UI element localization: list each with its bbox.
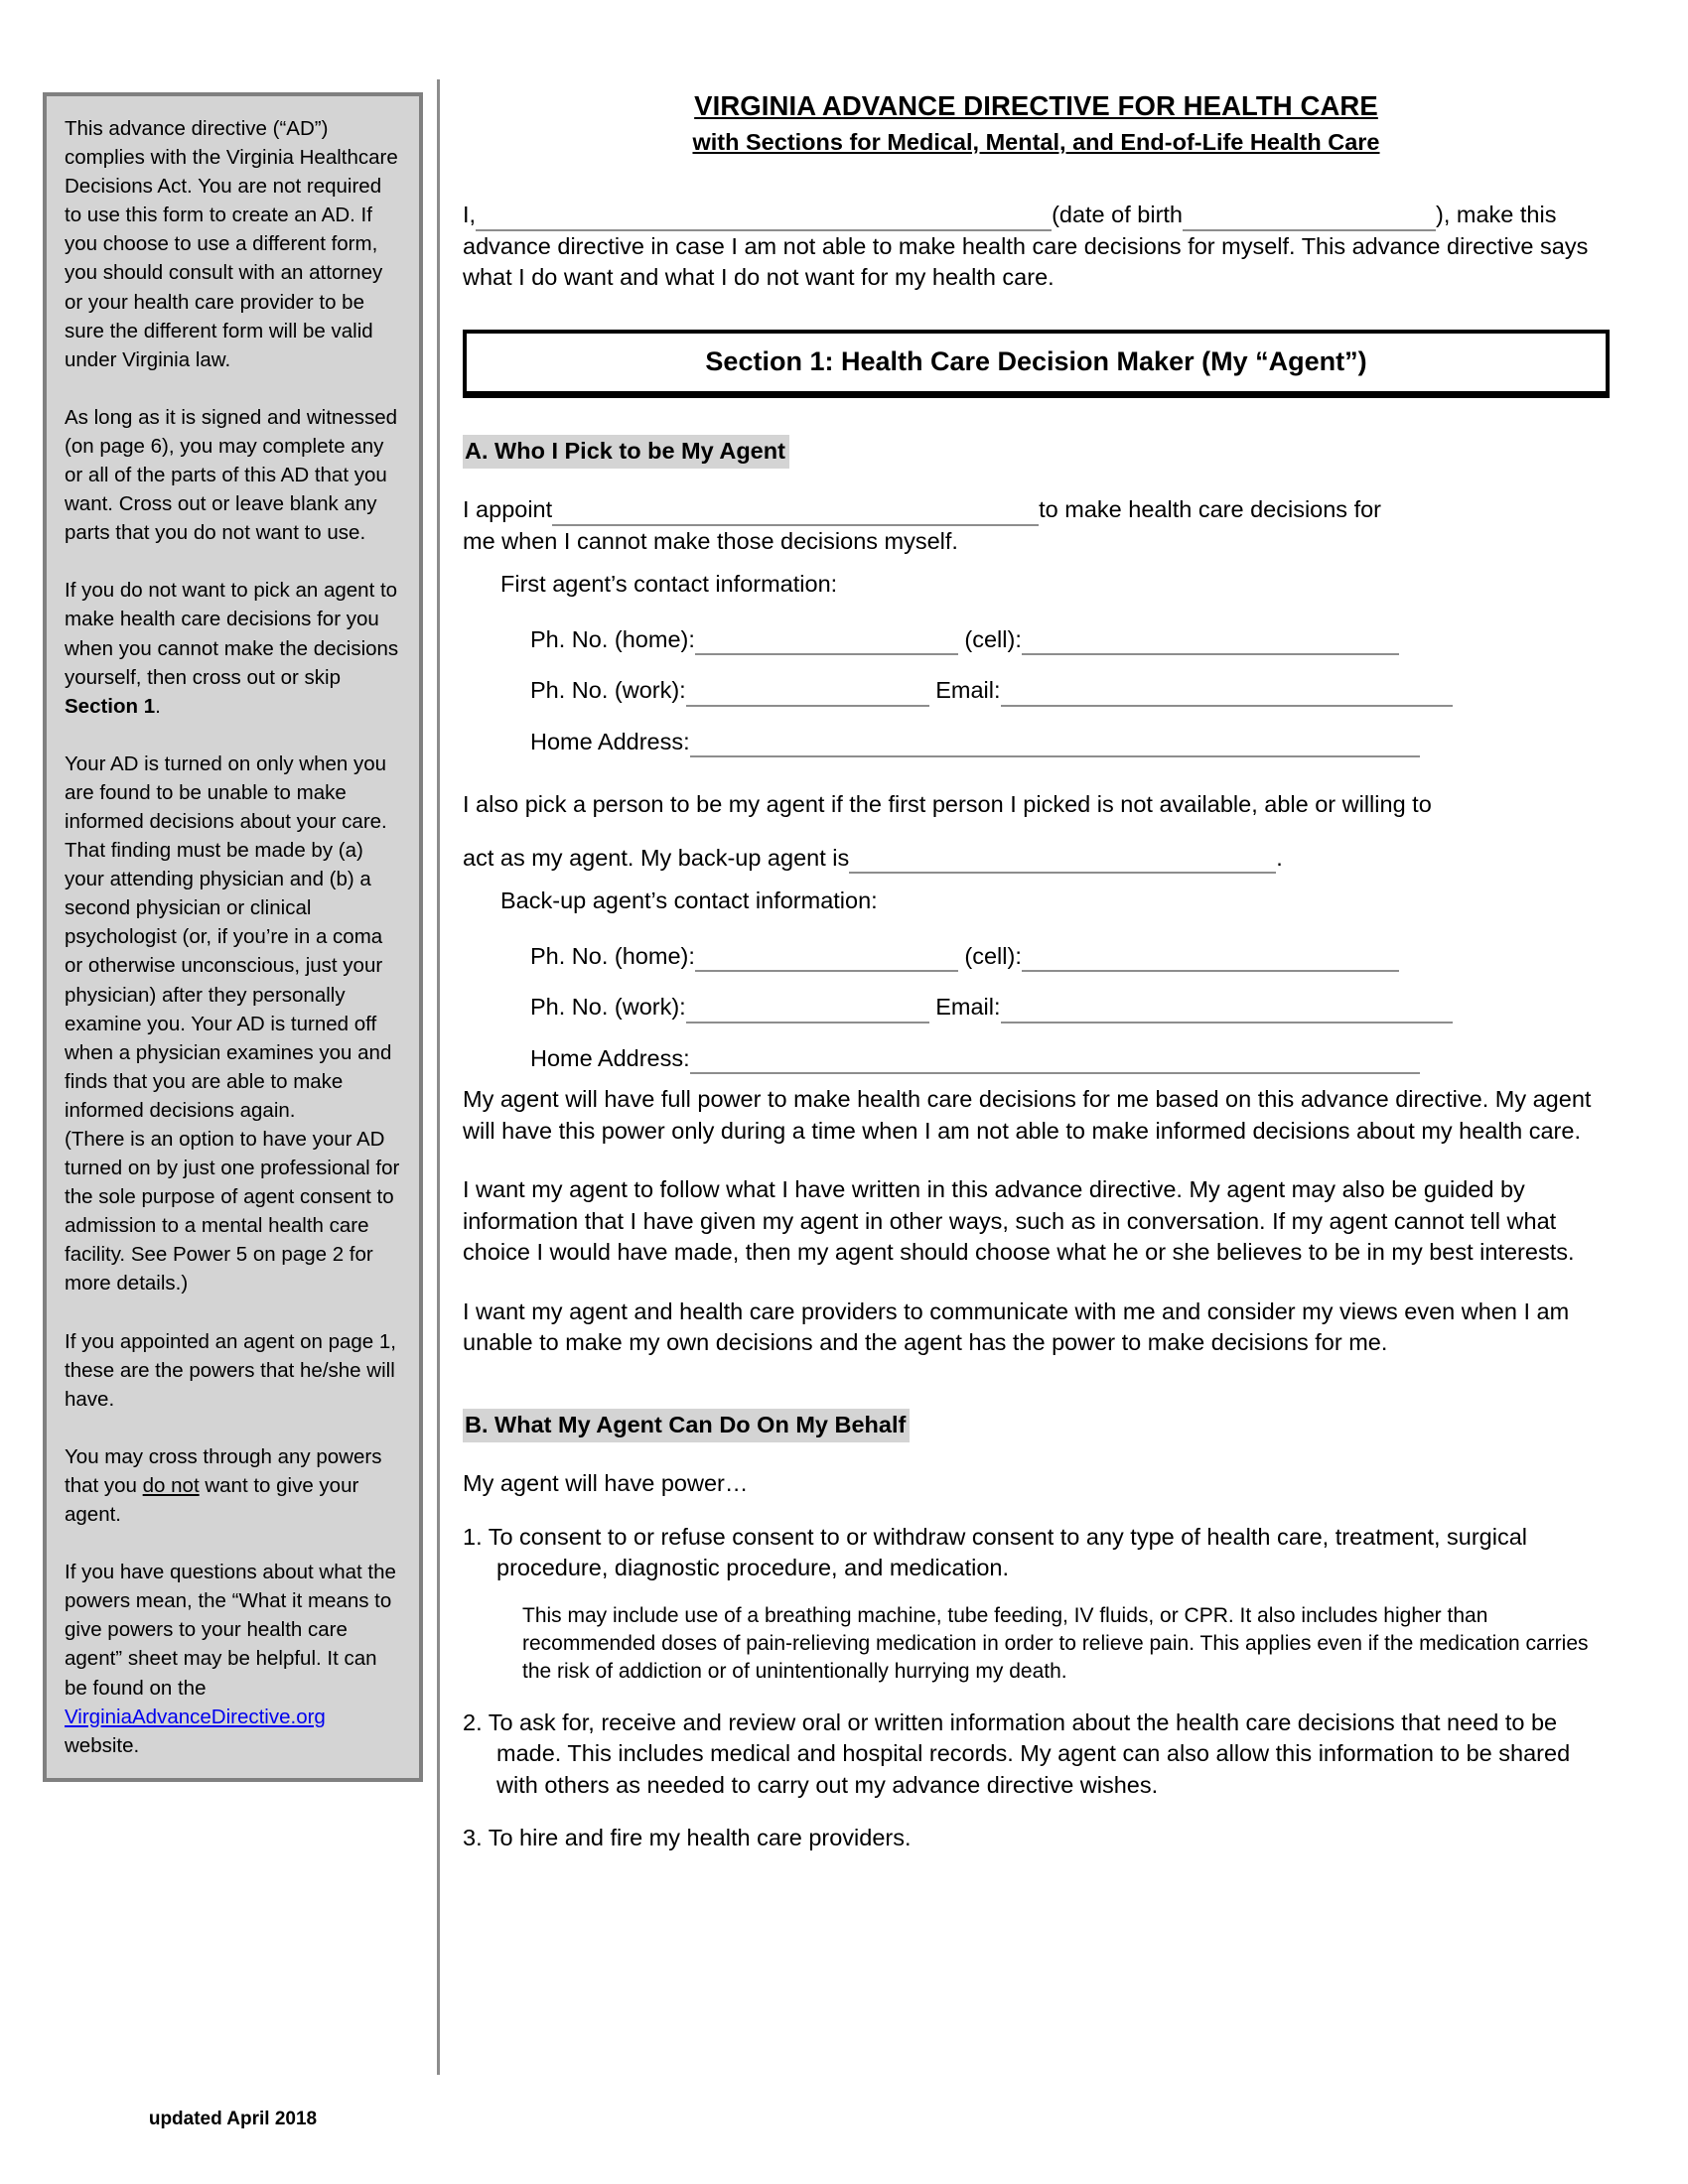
backup-agent-contact-label bbox=[500, 886, 1610, 917]
cell-phone-label: (cell): bbox=[964, 942, 1022, 969]
backup-agent-address-row bbox=[530, 1043, 1610, 1075]
backup-agent-cell-phone-blank[interactable] bbox=[1022, 945, 1399, 972]
home-address-label: Home Address: bbox=[530, 1044, 690, 1071]
agent-follow-wishes-paragraph: I want my agent to follow what I have written in this advance directive. My agent may also be guided by information that I have given my agent in other ways, such as in conversation. If my agent cannot tell what choice I would have made, then my agent should choose what he or she believes to be in my best interests. bbox=[463, 1176, 1575, 1265]
sidebar-cross-prefix: You may cross through any powers that you bbox=[65, 1444, 382, 1497]
part-b-lead: My agent will have power… bbox=[463, 1470, 749, 1496]
date-of-birth-blank[interactable] bbox=[1183, 205, 1436, 231]
sidebar-questions-prefix: If you have questions about what the powers mean, the “What it means to give powers to your health care agent” sheet may be helpful. It can be found on the bbox=[65, 1561, 396, 1700]
email-label: Email: bbox=[935, 994, 1001, 1020]
power-item-1-note: This may include use of a breathing machine, tube feeding, IV fluids, or CPR. It also includes higher than recommended doses of pain-relieving medication in order to relieve pain. This applies even if the medication carries the risk of addiction or of unintentionally hurrying my death. bbox=[522, 1603, 1589, 1683]
intro-body-text: this advance directive in case I am not able to make health care decisions for myself. This advance directive says what I do want and what I do not want for my health care. bbox=[463, 202, 1589, 290]
intro-paragraph bbox=[463, 200, 1610, 294]
document-subtitle-text: with Sections for Medical, Mental, and End-of-Life Health Care bbox=[692, 129, 1380, 155]
sidebar-paragraph-compliance: This advance directive (“AD”) complies with the Virginia Healthcare Decisions Act. You are not required to use this form to create an AD. If you choose to use a different form, you should consult with an attorney or your health care provider to be sure the different form will be valid under Virginia law. bbox=[65, 117, 398, 371]
appoint-prefix: I appoint bbox=[463, 496, 553, 522]
backup-agent-home-address-blank[interactable] bbox=[690, 1047, 1420, 1074]
backup-agent-line2-prefix: act as my agent. My back-up agent is bbox=[463, 844, 850, 871]
appoint-suffix: to make health care decisions for bbox=[1039, 496, 1382, 522]
first-agent-contact-label-text: First agent’s contact information: bbox=[500, 571, 838, 597]
part-b-heading-wrap bbox=[463, 1409, 1610, 1443]
sidebar-paragraph-skip-section1 bbox=[65, 576, 403, 720]
appoint-agent-paragraph bbox=[463, 494, 1610, 557]
appoint-line2: me when I cannot make those decisions myself. bbox=[463, 527, 958, 554]
virginia-advance-directive-link[interactable]: VirginiaAdvanceDirective.org bbox=[65, 1705, 326, 1728]
power-list-item-2: 2. To ask for, receive and review oral or written information about the health care decisions that need to be made. This includes medical and hospital records. My agent can also allow this information to be shared with others as needed to carry out my advance directive wishes. bbox=[463, 1708, 1571, 1798]
home-phone-label: Ph. No. (home): bbox=[530, 625, 695, 652]
work-phone-label: Ph. No. (work): bbox=[530, 994, 686, 1020]
backup-agent-work-phone-blank[interactable] bbox=[686, 997, 929, 1024]
sidebar-cross-suffix: want to give your agent. bbox=[65, 1473, 359, 1527]
first-agent-work-phone-row bbox=[530, 675, 1610, 707]
first-agent-home-address-blank[interactable] bbox=[690, 731, 1420, 757]
backup-agent-contact-label-text: Back-up agent’s contact information: bbox=[500, 887, 878, 913]
sidebar-section1-bold: Section 1 bbox=[65, 694, 156, 718]
email-label: Email: bbox=[935, 677, 1001, 703]
first-agent-email-blank[interactable] bbox=[1001, 680, 1453, 707]
first-agent-contact-label bbox=[500, 569, 1610, 601]
backup-agent-line2-suffix: . bbox=[1276, 844, 1283, 871]
power-list-item-3: 3. To hire and fire my health care providers. bbox=[463, 1825, 912, 1850]
work-phone-label: Ph. No. (work): bbox=[530, 677, 686, 703]
home-phone-label: Ph. No. (home): bbox=[530, 942, 695, 969]
section-1-title-text: Section 1: Health Care Decision Maker (My “Agent”) bbox=[705, 345, 1367, 376]
backup-agent-work-phone-row bbox=[530, 992, 1610, 1024]
intro-lead: I, bbox=[463, 202, 477, 227]
part-a-heading: A. Who I Pick to be My Agent bbox=[463, 435, 789, 470]
power-list-item-1: 1. To consent to or refuse consent to or withdraw consent to any type of health care, treatment, surgical procedure, diagnostic procedure, and medication. bbox=[463, 1523, 1528, 1580]
first-agent-work-phone-blank[interactable] bbox=[686, 680, 929, 707]
backup-agent-name-row bbox=[463, 843, 1610, 875]
first-agent-home-phone-row bbox=[530, 624, 1610, 656]
document-title bbox=[463, 89, 1610, 123]
agent-full-power-paragraph: My agent will have full power to make health care decisions for me based on this advance directive. My agent will have this power only during a time when I am not able to make informed decisions about my health care. bbox=[463, 1086, 1592, 1144]
first-agent-cell-phone-blank[interactable] bbox=[1022, 628, 1399, 655]
first-agent-address-row bbox=[530, 727, 1610, 758]
backup-agent-paragraph bbox=[463, 789, 1610, 821]
sidebar-paragraph-questions bbox=[65, 1558, 403, 1760]
sidebar-skip-text-suffix: . bbox=[155, 694, 161, 718]
sidebar-paragraph-ad-activation: Your AD is turned on only when you are found to be unable to make informed decisions about your care. That finding must be made by (a) your attending physician and (b) a second physician or clinical psychologist (or, if you’re in a coma or otherwise unconscious, just your physician) after they personally examine you. Your AD is turned off when a physician examines you and finds that you are able to make informed decisions again. bbox=[65, 751, 392, 1122]
sidebar-paragraph-powers-intro: If you appointed an agent on page 1, these are the powers that he/she will have. bbox=[65, 1329, 396, 1411]
backup-agent-home-phone-row bbox=[530, 941, 1610, 973]
sidebar-skip-text-prefix: If you do not want to pick an agent to make health care decisions for you when you cannot make the decisions yourself, then cross out or skip bbox=[65, 579, 399, 689]
home-address-label: Home Address: bbox=[530, 728, 690, 754]
page-footer-updated: updated April 2018 bbox=[148, 2109, 318, 2129]
intro-after-dob: ), make bbox=[1436, 202, 1514, 227]
backup-agent-email-blank[interactable] bbox=[1001, 997, 1453, 1024]
dob-label: (date of birth bbox=[1052, 202, 1183, 227]
sidebar-paragraph-cross-powers bbox=[65, 1442, 403, 1529]
agent-communicate-paragraph: I want my agent and health care providers to communicate with me and consider my views even when I am unable to make my own decisions and the agent has the power to make decisions for me. bbox=[463, 1297, 1570, 1355]
section-1-title-box bbox=[463, 330, 1610, 395]
backup-agent-line1: I also pick a person to be my agent if the first person I picked is not available, able or willing to bbox=[463, 791, 1432, 817]
sidebar-paragraph-signing: As long as it is signed and witnessed (on page 6), you may complete any or all of the parts of this AD that you want. Cross out or leave blank any parts that you do not want to use. bbox=[65, 405, 398, 545]
part-b-heading: B. What My Agent Can Do On My Behalf bbox=[463, 1409, 910, 1443]
backup-agent-name-blank[interactable] bbox=[849, 847, 1276, 874]
full-name-blank[interactable] bbox=[476, 205, 1052, 231]
main-content-column bbox=[463, 89, 1610, 1854]
backup-agent-home-phone-blank[interactable] bbox=[695, 945, 958, 972]
column-divider-rule bbox=[437, 79, 440, 2075]
sidebar-do-not-underline: do not bbox=[142, 1473, 200, 1497]
part-a-heading-wrap bbox=[463, 435, 1610, 470]
document-title-text: VIRGINIA ADVANCE DIRECTIVE FOR HEALTH CARE bbox=[694, 90, 1378, 121]
sidebar-questions-suffix: website. bbox=[65, 1733, 140, 1757]
cell-phone-label: (cell): bbox=[964, 625, 1022, 652]
first-agent-home-phone-blank[interactable] bbox=[695, 628, 958, 655]
sidebar-paragraph-mental-health-option: (There is an option to have your AD turned on by just one professional for the sole purpose of agent consent to admission to a mental health care facility. See Power 5 on page 2 for more details.) bbox=[65, 1128, 400, 1296]
document-subtitle bbox=[463, 126, 1610, 158]
sidebar-instructions-panel bbox=[43, 92, 423, 1782]
agent-name-blank[interactable] bbox=[552, 499, 1039, 526]
